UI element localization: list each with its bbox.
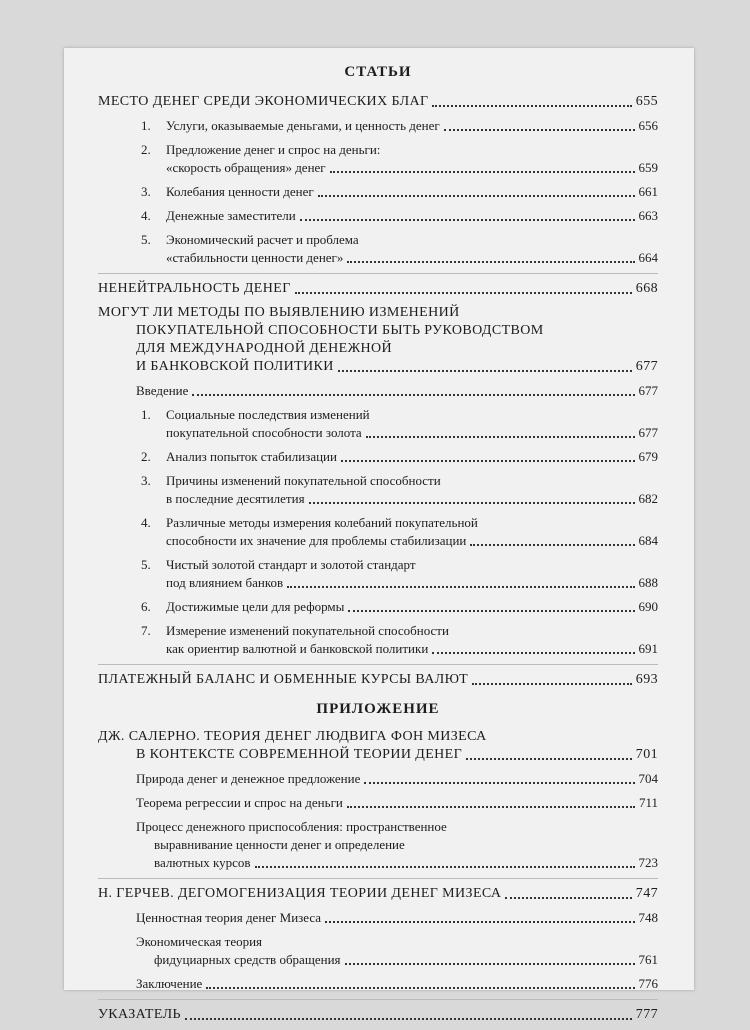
toc-entry[interactable] bbox=[98, 909, 658, 927]
entry-title: УКАЗАТЕЛЬ bbox=[98, 1007, 181, 1022]
entry-title: Н. ГЕРЧЕВ. ДЕГОМОГЕНИЗАЦИЯ ТЕОРИИ ДЕНЕГ МИЗЕСА bbox=[98, 886, 502, 901]
toc-entry[interactable] bbox=[98, 183, 658, 201]
entry-title: Колебания ценности денег bbox=[166, 184, 314, 199]
page-number: 656 bbox=[638, 118, 658, 133]
entry-title: «скорость обращения» денег bbox=[166, 160, 326, 175]
dot-leader bbox=[309, 502, 635, 504]
entry-title: МЕСТО ДЕНЕГ СРЕДИ ЭКОНОМИЧЕСКИХ БЛАГ bbox=[98, 94, 429, 109]
toc-entry[interactable] bbox=[98, 141, 658, 177]
entry-number: 7. bbox=[141, 623, 151, 638]
dot-leader bbox=[347, 806, 635, 808]
toc-entry[interactable] bbox=[98, 382, 658, 400]
entry-title: Заключение bbox=[136, 976, 203, 991]
page-number: 677 bbox=[638, 425, 658, 440]
page-number: 684 bbox=[638, 533, 658, 548]
entry-title-line: Чистый золотой стандарт и золотой стандарт bbox=[166, 557, 416, 572]
dot-leader bbox=[444, 129, 635, 131]
entry-title: способности их значение для проблемы стабилизации bbox=[166, 533, 467, 548]
entry-title-line: Экономический расчет и проблема bbox=[166, 232, 359, 247]
toc-entry[interactable] bbox=[98, 514, 658, 550]
entry-title-line: ДЖ. САЛЕРНО. ТЕОРИЯ ДЕНЕГ ЛЮДВИГА ФОН МИЗЕСА bbox=[98, 729, 487, 744]
dot-leader bbox=[325, 921, 634, 923]
dot-leader bbox=[432, 652, 634, 654]
page-number: 690 bbox=[638, 599, 658, 614]
dot-leader bbox=[295, 292, 632, 294]
page-number: 723 bbox=[638, 855, 658, 870]
entry-number: 4. bbox=[141, 515, 151, 530]
dot-leader bbox=[255, 866, 635, 868]
entry-title: под влиянием банков bbox=[166, 575, 284, 590]
entry-number: 3. bbox=[141, 184, 151, 199]
divider bbox=[98, 664, 658, 665]
entry-title: Природа денег и денежное предложение bbox=[136, 771, 361, 786]
dot-leader bbox=[185, 1018, 632, 1020]
entry-title: Достижимые цели для реформы bbox=[166, 599, 345, 614]
page-number: 663 bbox=[638, 208, 658, 223]
entry-title: И БАНКОВСКОЙ ПОЛИТИКИ bbox=[136, 359, 334, 374]
entry-number: 3. bbox=[141, 473, 151, 488]
page-number: 711 bbox=[638, 795, 658, 810]
entry-number: 4. bbox=[141, 208, 151, 223]
toc-entry[interactable] bbox=[98, 794, 658, 812]
toc-entry[interactable] bbox=[98, 93, 658, 111]
toc-entry[interactable] bbox=[98, 448, 658, 466]
entry-title-line: Социальные последствия изменений bbox=[166, 407, 370, 422]
dot-leader bbox=[364, 782, 634, 784]
dot-leader bbox=[466, 758, 632, 760]
divider bbox=[98, 273, 658, 274]
toc-entry[interactable] bbox=[98, 770, 658, 788]
toc-entry[interactable] bbox=[98, 117, 658, 135]
toc-entry[interactable] bbox=[98, 885, 658, 903]
entry-title: НЕНЕЙТРАЛЬНОСТЬ ДЕНЕГ bbox=[98, 281, 291, 296]
entry-title-line: Измерение изменений покупательной способности bbox=[166, 623, 449, 638]
page-number: 693 bbox=[635, 672, 658, 687]
entry-title: Введение bbox=[136, 383, 189, 398]
page-number: 701 bbox=[635, 747, 658, 762]
dot-leader bbox=[300, 219, 635, 221]
table-of-contents bbox=[98, 64, 658, 1030]
page-number: 677 bbox=[638, 383, 658, 398]
toc-entry[interactable] bbox=[98, 1006, 658, 1024]
entry-number: 5. bbox=[141, 557, 151, 572]
entry-number: 1. bbox=[141, 118, 151, 133]
entry-title-line: выравнивание ценности денег и определение bbox=[154, 837, 405, 852]
toc-entry[interactable] bbox=[98, 406, 658, 442]
entry-number: 2. bbox=[141, 449, 151, 464]
toc-entry[interactable] bbox=[98, 933, 658, 969]
dot-leader bbox=[330, 171, 635, 173]
dot-leader bbox=[470, 544, 634, 546]
entry-title: в последние десятилетия bbox=[166, 491, 305, 506]
dot-leader bbox=[206, 987, 634, 989]
dot-leader bbox=[366, 436, 635, 438]
page-number: 659 bbox=[638, 160, 658, 175]
page-number: 668 bbox=[635, 281, 658, 296]
entry-title: покупательной способности золота bbox=[166, 425, 362, 440]
entry-title: Анализ попыток стабилизации bbox=[166, 449, 337, 464]
dot-leader bbox=[505, 897, 631, 899]
dot-leader bbox=[318, 195, 635, 197]
toc-entry[interactable] bbox=[98, 818, 658, 872]
page-number: 777 bbox=[635, 1007, 658, 1022]
page-number: 661 bbox=[638, 184, 658, 199]
toc-entry[interactable] bbox=[98, 975, 658, 993]
toc-entry[interactable] bbox=[98, 304, 658, 376]
entry-title-line: Экономическая теория bbox=[136, 934, 263, 949]
page-number: 761 bbox=[638, 952, 658, 967]
entry-number: 5. bbox=[141, 232, 151, 247]
page-number: 679 bbox=[638, 449, 658, 464]
entry-title: Денежные заместители bbox=[166, 208, 296, 223]
entry-title: валютных курсов bbox=[154, 855, 251, 870]
dot-leader bbox=[348, 610, 634, 612]
toc-entry[interactable] bbox=[98, 556, 658, 592]
section-title-appendix: ПРИЛОЖЕНИЕ bbox=[316, 701, 440, 717]
dot-leader bbox=[432, 105, 631, 107]
entry-title-line: Различные методы измерения колебаний покупательной bbox=[166, 515, 478, 530]
entry-title: В КОНТЕКСТЕ СОВРЕМЕННОЙ ТЕОРИИ ДЕНЕГ bbox=[136, 747, 463, 762]
toc-entry[interactable] bbox=[98, 472, 658, 508]
toc-entry[interactable] bbox=[98, 728, 658, 764]
page-number: 682 bbox=[638, 491, 658, 506]
section-title-articles: СТАТЬИ bbox=[344, 64, 412, 80]
dot-leader bbox=[345, 963, 635, 965]
entry-title: ПЛАТЕЖНЫЙ БАЛАНС И ОБМЕННЫЕ КУРСЫ ВАЛЮТ bbox=[98, 672, 469, 687]
page-number: 704 bbox=[638, 771, 658, 786]
dot-leader bbox=[338, 370, 632, 372]
entry-title-line: Причины изменений покупательной способности bbox=[166, 473, 441, 488]
page-number: 677 bbox=[635, 359, 658, 374]
entry-title-line: ДЛЯ МЕЖДУНАРОДНОЙ ДЕНЕЖНОЙ bbox=[136, 341, 393, 356]
entry-title: фидуциарных средств обращения bbox=[154, 952, 341, 967]
entry-number: 2. bbox=[141, 142, 151, 157]
page-number: 748 bbox=[638, 910, 658, 925]
entry-title: Теорема регрессии и спрос на деньги bbox=[136, 795, 343, 810]
dot-leader bbox=[472, 683, 632, 685]
entry-title: как ориентир валютной и банковской политики bbox=[166, 641, 429, 656]
entry-title: Услуги, оказываемые деньгами, и ценность денег bbox=[166, 118, 440, 133]
page-number: 776 bbox=[638, 976, 658, 991]
entry-title-line: МОГУТ ЛИ МЕТОДЫ ПО ВЫЯВЛЕНИЮ ИЗМЕНЕНИЙ bbox=[98, 305, 460, 320]
page-number: 655 bbox=[635, 94, 658, 109]
dot-leader bbox=[347, 261, 634, 263]
entry-title-line: ПОКУПАТЕЛЬНОЙ СПОСОБНОСТИ БЫТЬ РУКОВОДСТВОМ bbox=[136, 323, 544, 338]
toc-entry[interactable] bbox=[98, 280, 658, 298]
entry-title: Ценностная теория денег Мизеса bbox=[136, 910, 322, 925]
divider bbox=[98, 878, 658, 879]
toc-entry[interactable] bbox=[98, 622, 658, 658]
entry-number: 6. bbox=[141, 599, 151, 614]
toc-entry[interactable] bbox=[98, 598, 658, 616]
entry-number: 1. bbox=[141, 407, 151, 422]
dot-leader bbox=[287, 586, 634, 588]
entry-title: «стабильности ценности денег» bbox=[166, 250, 344, 265]
dot-leader bbox=[192, 394, 634, 396]
page-number: 688 bbox=[638, 575, 658, 590]
page-number: 664 bbox=[638, 250, 658, 265]
entry-title-line: Процесс денежного приспособления: пространственное bbox=[136, 819, 447, 834]
page-number: 691 bbox=[638, 641, 658, 656]
entry-title-line: Предложение денег и спрос на деньги: bbox=[166, 142, 381, 157]
toc-entry[interactable] bbox=[98, 671, 658, 689]
page-number: 747 bbox=[635, 886, 658, 901]
dot-leader bbox=[341, 460, 635, 462]
toc-entry[interactable] bbox=[98, 231, 658, 267]
toc-entry[interactable] bbox=[98, 207, 658, 225]
